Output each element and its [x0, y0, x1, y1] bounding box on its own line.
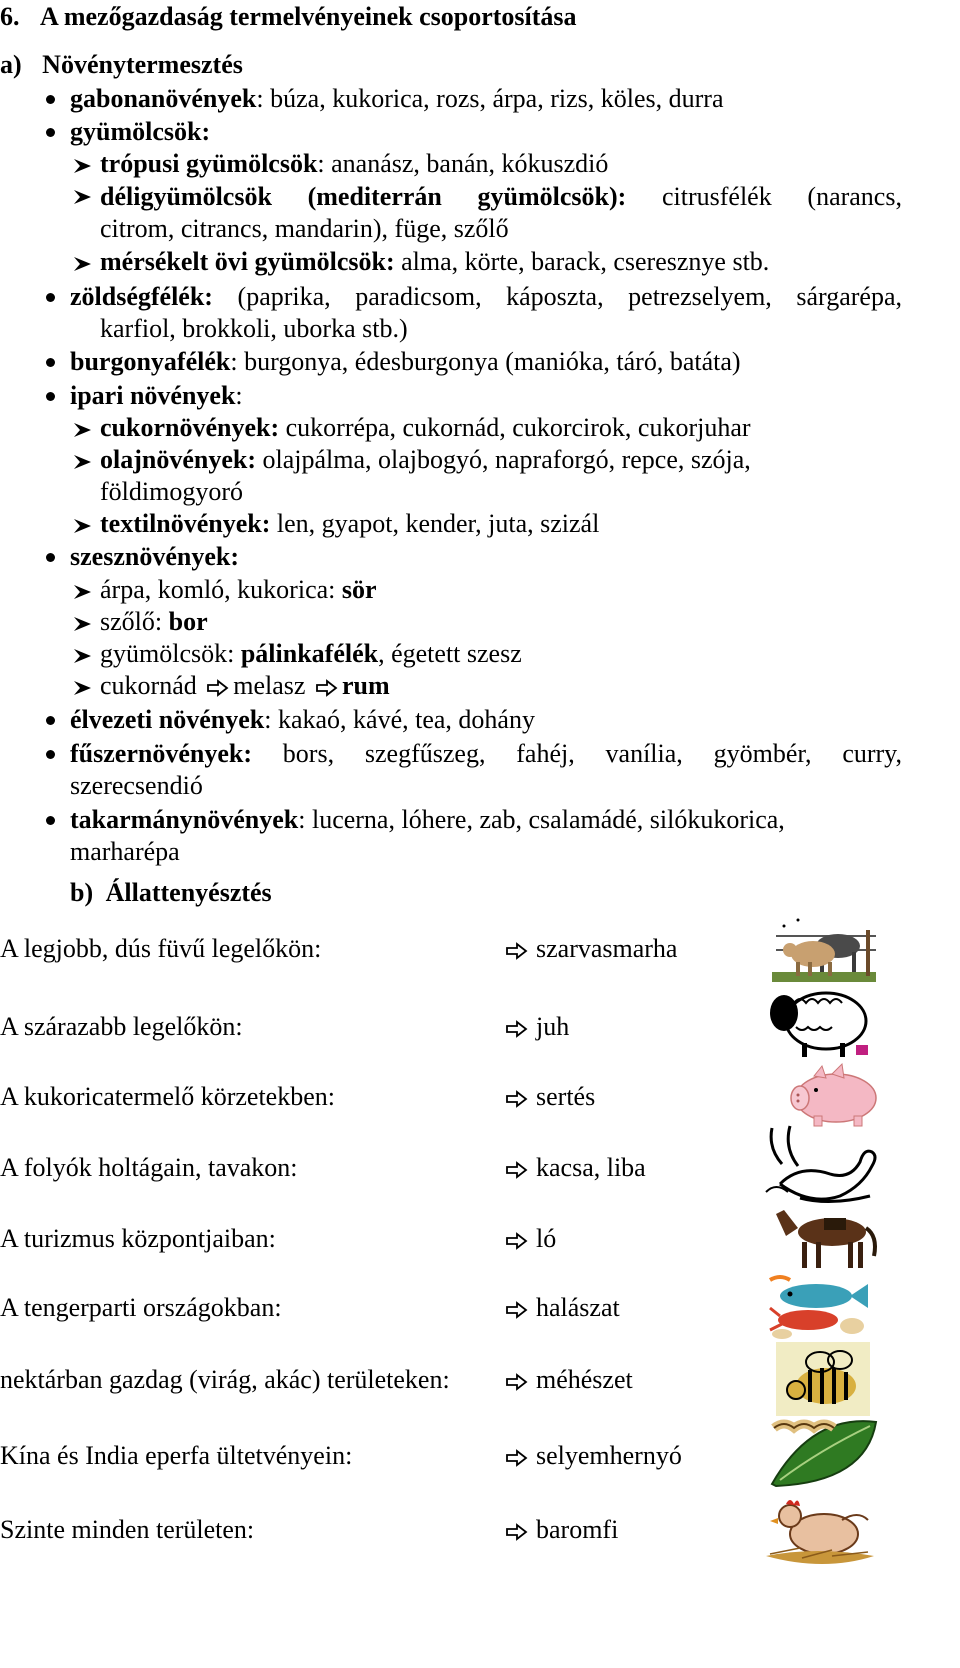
text-palinka-rest: , égetett szesz	[378, 639, 522, 668]
term-rum: rum	[341, 671, 390, 700]
term-cukor: cukornövények:	[100, 413, 280, 442]
text-citrusfelek: citrusfélék	[662, 182, 772, 211]
arrowhead-bullet-icon	[72, 678, 94, 698]
arrowhead-bullet-icon	[72, 187, 94, 207]
sub-item-olaj-line2: földimogyoró	[100, 477, 243, 506]
text-narancs: (narancs,	[807, 182, 902, 211]
row-animal	[506, 1513, 618, 1547]
row-place-label: A turizmus központjaiban:	[0, 1224, 276, 1253]
bullet-dot	[46, 392, 55, 401]
term-olaj: olajnövények:	[100, 445, 256, 474]
sub-item-textil	[72, 507, 599, 541]
sub-item-merseklet	[72, 245, 769, 279]
text-word: szegfűszeg,	[364, 739, 486, 768]
row-place-label: Kína és India eperfa ültetvényein:	[0, 1441, 353, 1470]
row-place-label: A tengerparti országokban:	[0, 1293, 282, 1322]
bullet-dot	[46, 358, 55, 367]
sheep-icon	[766, 983, 876, 1063]
sub-item-palinka	[72, 637, 522, 671]
text-sor: árpa, komló, kukorica:	[100, 575, 342, 604]
term-takarmany: takarmánynövények	[70, 805, 299, 834]
row-animal	[506, 1080, 595, 1114]
text-tropusi: : ananász, banán, kókuszdió	[317, 149, 609, 178]
hollow-arrow-icon	[506, 1090, 528, 1108]
sub-item-tropusi	[72, 147, 608, 181]
list-item-zoldseg-line2: karfiol, brokkoli, uborka stb.)	[100, 314, 408, 343]
list-item-takarmany	[70, 803, 785, 837]
hollow-arrow-icon	[506, 1020, 528, 1038]
list-item-gabona	[70, 82, 724, 116]
hollow-arrow-icon	[506, 1373, 528, 1391]
row-animal	[506, 1010, 569, 1044]
row-animal-label: selyemhernyó	[536, 1441, 682, 1470]
bullet-dot	[46, 716, 55, 725]
sub-item-sor	[72, 573, 377, 607]
term-bor: bor	[168, 607, 208, 636]
text-colon: :	[235, 381, 243, 410]
row-animal-label: sertés	[536, 1082, 596, 1111]
sub-item-cukor	[72, 411, 751, 445]
row-animal-label: baromfi	[536, 1515, 619, 1544]
text-word: káposzta,	[506, 282, 604, 311]
text-word: gyömbér,	[713, 739, 812, 768]
part-a-heading	[0, 48, 243, 82]
arrowhead-bullet-icon	[72, 156, 94, 176]
text-melasz: melasz	[233, 671, 306, 700]
text-word: curry,	[842, 739, 902, 768]
text-word: fahéj,	[516, 739, 575, 768]
silkworm-icon	[766, 1414, 880, 1494]
text-takarmany: : lucerna, lóhere, zab, csalamádé, silókukorica,	[298, 805, 785, 834]
bullet-dot	[46, 750, 55, 759]
list-item-szesz	[70, 540, 239, 574]
list-item-ipari	[70, 379, 243, 413]
term-gyumolcsok: gyümölcsök):	[477, 182, 627, 211]
term-tropusi: trópusi gyümölcsök	[100, 149, 318, 178]
hollow-arrow-icon	[316, 679, 338, 697]
hollow-arrow-icon	[506, 1161, 528, 1179]
hollow-arrow-icon	[506, 942, 528, 960]
text-palinka: gyümölcsök:	[100, 639, 241, 668]
term-fuszer: fűszernövények:	[70, 739, 252, 768]
row-place-label: A szárazabb legelőkön:	[0, 1012, 243, 1041]
part-b-title: Állattenyésztés	[105, 878, 272, 907]
part-a-label: a)	[0, 50, 22, 79]
row-animal-label: méhészet	[536, 1365, 633, 1394]
text-burgonya: : burgonya, édesburgonya (manióka, táró, batáta)	[230, 347, 741, 376]
hollow-arrow-icon	[207, 679, 229, 697]
list-item-takarmany-line2: marharépa	[70, 837, 180, 866]
hollow-arrow-icon	[506, 1301, 528, 1319]
hollow-arrow-icon	[506, 1449, 528, 1467]
hollow-arrow-icon	[506, 1523, 528, 1541]
term-ipari: ipari növények	[70, 381, 236, 410]
text-cukornad: cukornád	[100, 671, 197, 700]
bee-icon	[776, 1342, 870, 1416]
row-animal-label: ló	[536, 1224, 557, 1253]
row-animal-label: kacsa, liba	[536, 1153, 646, 1182]
row-place-label: nektárban gazdag (virág, akác) területeken:	[0, 1365, 450, 1394]
text-word: bors,	[282, 739, 335, 768]
list-item-fuszer-line2: szerecsendió	[70, 771, 203, 800]
arrowhead-bullet-icon	[72, 452, 94, 472]
term-sor: sör	[341, 575, 377, 604]
term-merseklet: mérsékelt övi gyümölcsök:	[100, 247, 395, 276]
row-animal	[506, 1222, 556, 1256]
text-cukor: cukorrépa, cukornád, cukorcirok, cukorjuhar	[279, 413, 751, 442]
list-item-gyumolcs	[70, 115, 210, 149]
goose-icon	[760, 1124, 884, 1206]
term-gyumolcs: gyümölcsök:	[70, 117, 211, 146]
row-animal	[506, 1439, 682, 1473]
cattle-icon	[768, 906, 880, 986]
text-word: paradicsom,	[355, 282, 482, 311]
list-item-elvezeti	[70, 703, 535, 737]
list-item-fuszer-line1	[70, 737, 902, 771]
text-textil: len, gyapot, kender, juta, szizál	[270, 509, 600, 538]
row-place-label: Szinte minden területen:	[0, 1515, 255, 1544]
term-burgonya: burgonyafélék	[70, 347, 231, 376]
row-animal	[506, 1363, 633, 1397]
sub-item-deli-line2: citrom, citrancs, mandarin), füge, szőlő	[100, 214, 509, 243]
bullet-dot	[46, 816, 55, 825]
row-animal	[506, 1291, 620, 1325]
horse-icon	[772, 1202, 882, 1272]
row-animal	[506, 932, 677, 966]
term-elvezeti: élvezeti növények	[70, 705, 265, 734]
arrowhead-bullet-icon	[72, 582, 94, 602]
fish-icon	[762, 1272, 882, 1342]
hollow-arrow-icon	[506, 1232, 528, 1250]
sub-item-bor	[72, 605, 208, 639]
section-title: A mezőgazdaság termelvényeinek csoportosítása	[40, 2, 577, 31]
text-word: vanília,	[605, 739, 683, 768]
sub-item-rum	[72, 669, 390, 703]
bullet-dot	[46, 553, 55, 562]
term-palinka: pálinkafélék	[240, 639, 379, 668]
bullet-dot	[46, 293, 55, 302]
text-word: sárgarépa,	[796, 282, 902, 311]
row-place-label: A folyók holtágain, tavakon:	[0, 1153, 298, 1182]
term-gabona: gabonanövények	[70, 84, 257, 113]
term-zoldseg: zöldségfélék:	[70, 282, 213, 311]
sub-item-deli-line1	[100, 180, 902, 214]
text-bor: szőlő:	[100, 607, 169, 636]
section-heading	[0, 0, 577, 34]
row-animal-label: juh	[536, 1012, 570, 1041]
arrowhead-bullet-icon	[72, 646, 94, 666]
part-b-heading	[70, 876, 272, 910]
section-number: 6.	[0, 2, 20, 31]
bullet-dot	[46, 128, 55, 137]
arrowhead-bullet-icon	[72, 614, 94, 634]
arrowhead-bullet-icon	[72, 254, 94, 274]
sub-item-olaj	[72, 443, 751, 477]
arrowhead-bullet-icon	[72, 516, 94, 536]
term-textil: textilnövények:	[100, 509, 271, 538]
list-item-zoldseg-line1	[70, 280, 902, 314]
text-gabona: : búza, kukorica, rozs, árpa, rizs, köles, durra	[256, 84, 724, 113]
row-place-label: A legjobb, dús füvű legelőkön:	[0, 934, 322, 963]
text-olaj: olajpálma, olajbogyó, napraforgó, repce, szója,	[256, 445, 751, 474]
hen-icon	[762, 1490, 878, 1568]
text-word: petrezselyem,	[628, 282, 772, 311]
text-elvezeti: : kakaó, kávé, tea, dohány	[264, 705, 535, 734]
part-a-title: Növénytermesztés	[42, 50, 243, 79]
term-deli: déligyümölcsök	[100, 182, 272, 211]
term-mediterran: (mediterrán	[307, 182, 442, 211]
text-merseklet: alma, körte, barack, cseresznye stb.	[394, 247, 770, 276]
part-b-label: b)	[70, 878, 94, 907]
row-animal-label: szarvasmarha	[536, 934, 678, 963]
row-place-label: A kukoricatermelő körzetekben:	[0, 1082, 335, 1111]
row-animal	[506, 1151, 646, 1185]
term-szesz: szesznövények:	[70, 542, 239, 571]
list-item-burgonya	[70, 345, 741, 379]
arrowhead-bullet-icon	[72, 420, 94, 440]
text-word: (paprika,	[237, 282, 331, 311]
bullet-dot	[46, 95, 55, 104]
pig-icon	[784, 1062, 884, 1130]
row-animal-label: halászat	[536, 1293, 620, 1322]
